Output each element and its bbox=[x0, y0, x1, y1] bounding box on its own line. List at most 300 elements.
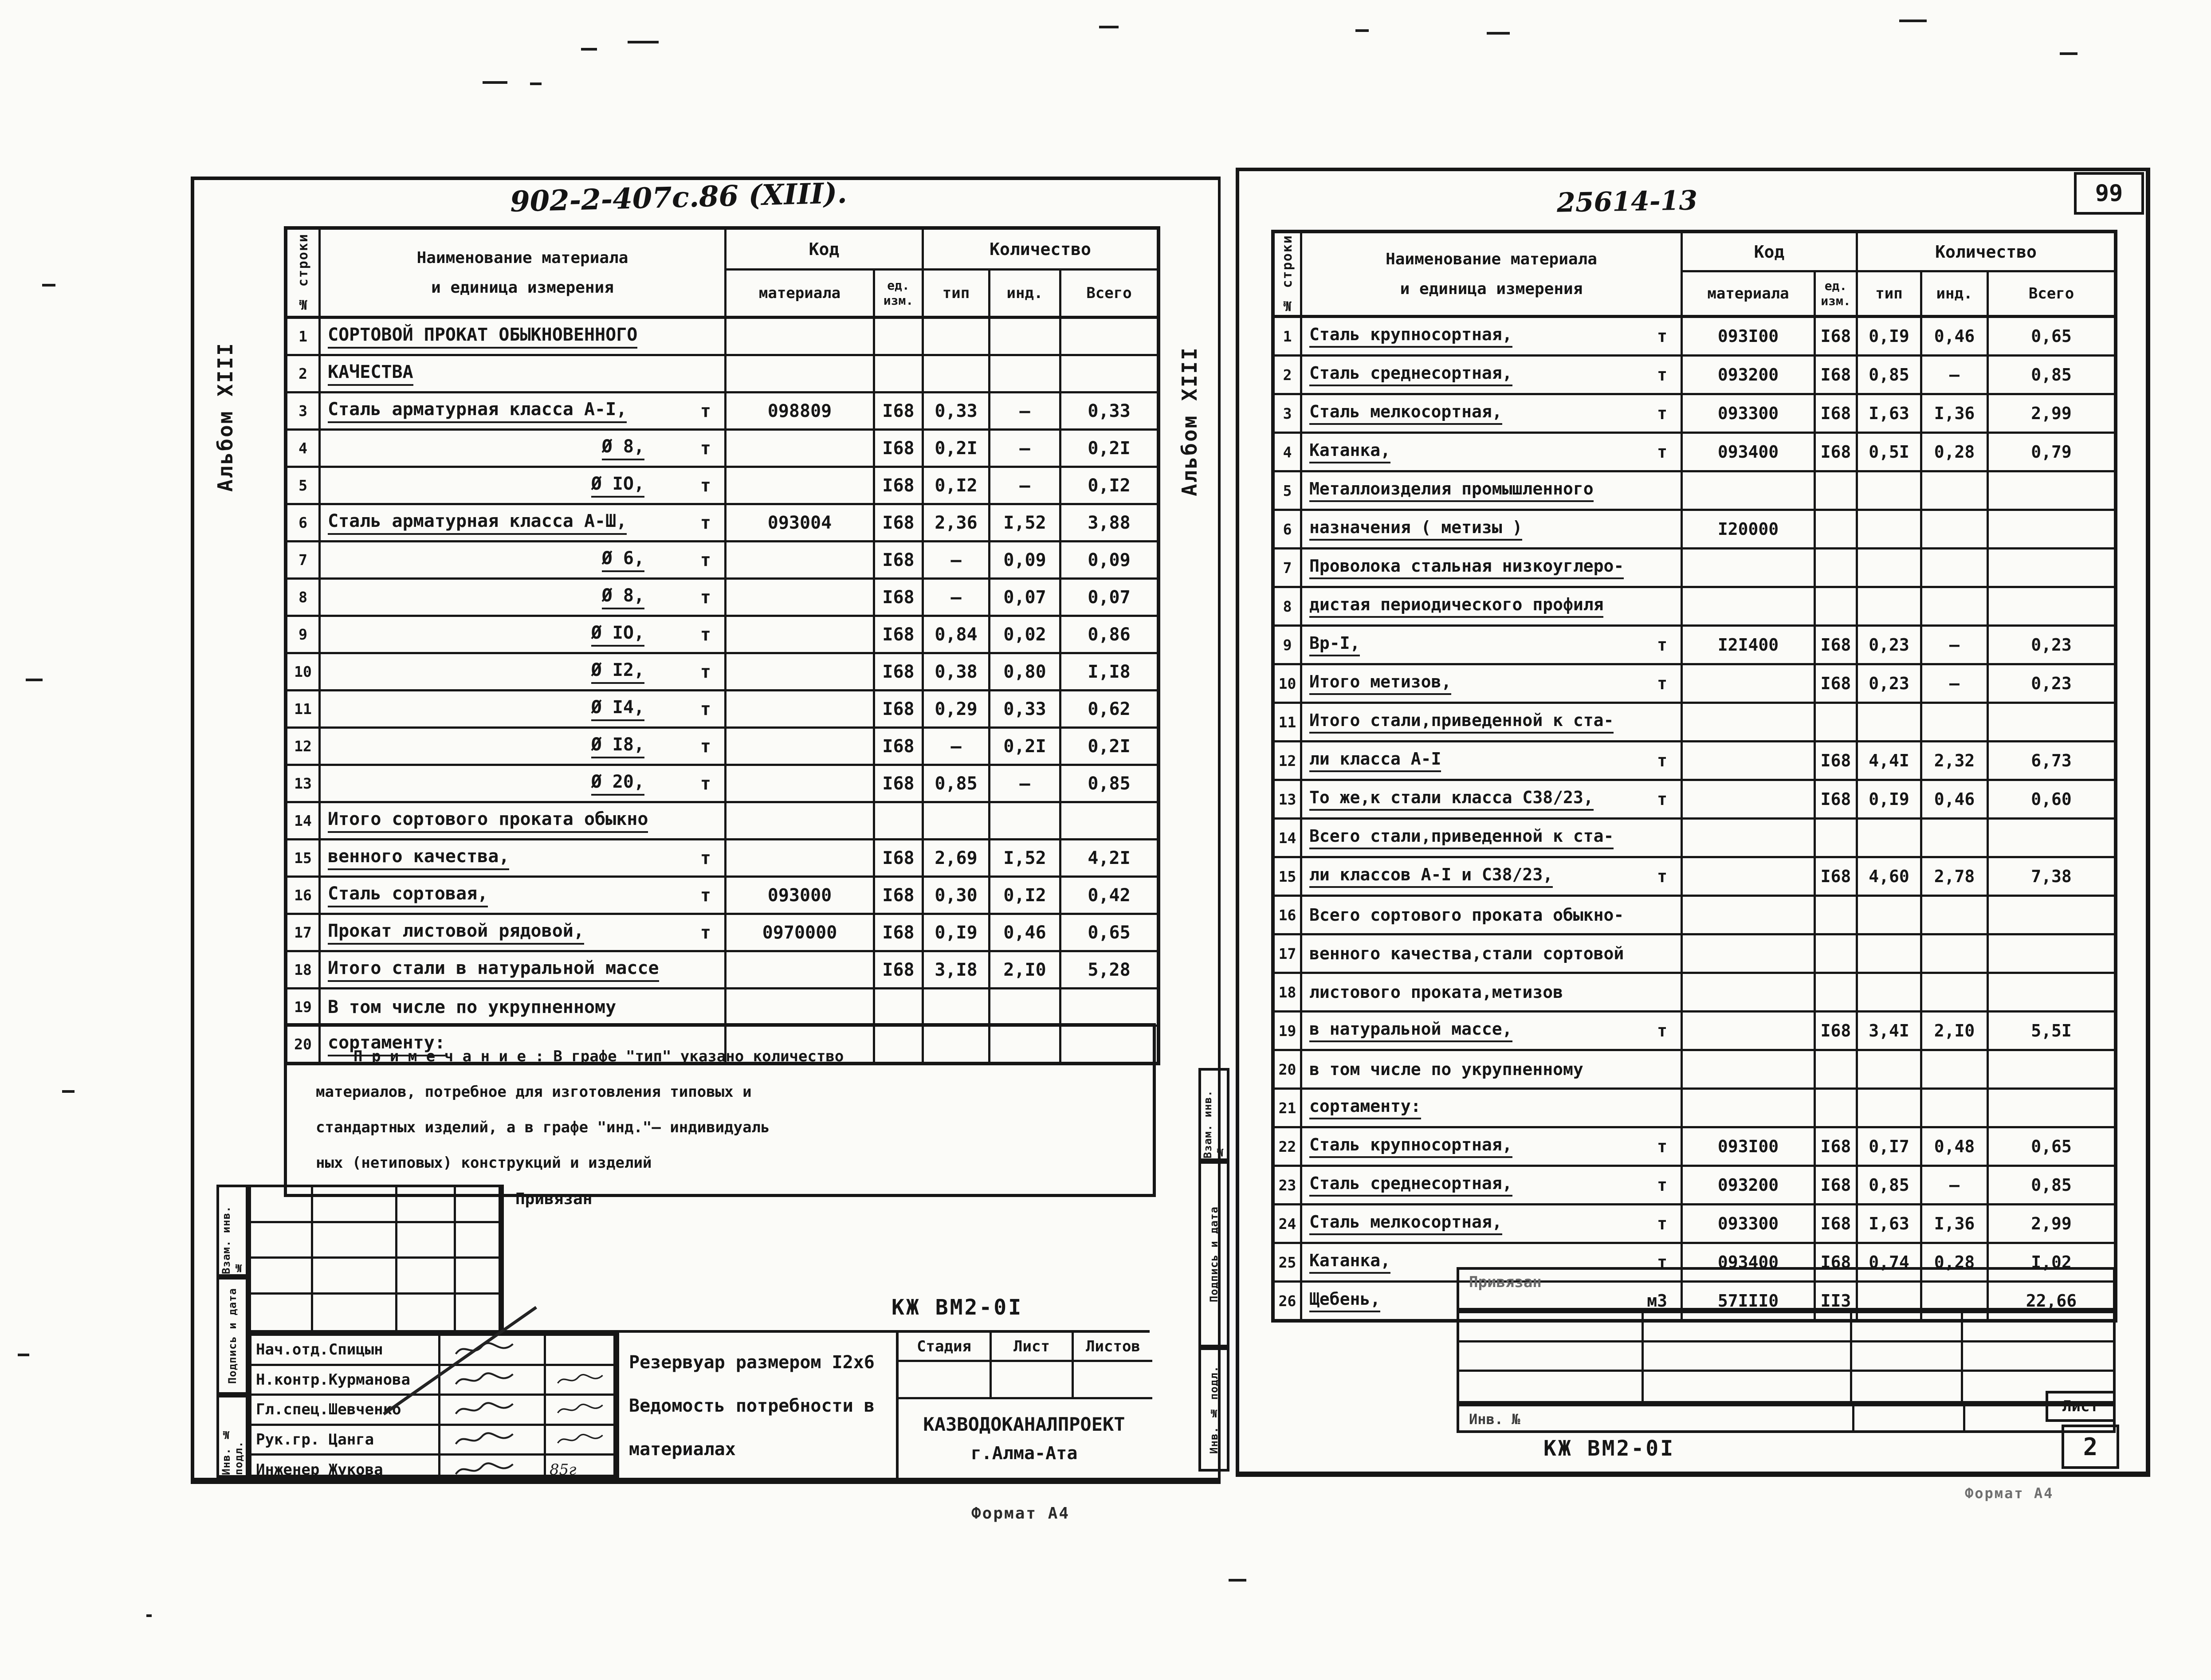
handwritten-document-number: 25614-13 bbox=[1556, 185, 1698, 219]
cell-qty-total: 22,66 bbox=[2026, 1291, 2077, 1311]
cell-material-code bbox=[1683, 897, 1816, 933]
unit-label: т bbox=[1657, 1175, 1667, 1195]
grid-cell bbox=[1852, 1313, 1963, 1342]
cell-qty-typical: 4,4I bbox=[1858, 742, 1922, 779]
unit-label: т bbox=[700, 922, 711, 943]
cell-material-code bbox=[1683, 588, 1816, 624]
sidebar-label: Инв. № подл. bbox=[1208, 1365, 1220, 1454]
revision-grid-right bbox=[1457, 1311, 2116, 1404]
cell-unit-code: I68 bbox=[1816, 781, 1858, 817]
revision-grid bbox=[248, 1185, 501, 1333]
cell-unit-code: I68 bbox=[1816, 742, 1858, 779]
cell-qty-individual bbox=[1922, 550, 1989, 586]
cell-qty-total: 0,65 bbox=[2031, 1137, 2072, 1156]
material-name-text: венного качества,стали сортовой bbox=[1309, 944, 1624, 963]
cell-unit-code bbox=[875, 319, 924, 354]
cell-qty-individual: 0,46 bbox=[990, 915, 1061, 950]
cell-material-code: I2I400 bbox=[1683, 627, 1816, 663]
cell-material-name bbox=[1302, 318, 1683, 354]
cell-qty-total: 4,2I bbox=[1088, 848, 1131, 868]
privyazan-label: Привязан bbox=[515, 1190, 593, 1208]
cell-material-code: 093I00 bbox=[1683, 318, 1816, 354]
table-row bbox=[1275, 704, 2114, 742]
cell-qty-total bbox=[1061, 989, 1157, 1024]
scan-noise bbox=[1899, 20, 1927, 22]
grid-cell bbox=[1963, 1313, 2113, 1342]
cell-unit-code bbox=[1816, 472, 1858, 509]
format-label-right: Формат А4 bbox=[1965, 1485, 2054, 1502]
table-row bbox=[1275, 395, 2114, 434]
unit-label: т bbox=[1657, 1021, 1667, 1040]
material-name-text: Металлоизделия промышленного bbox=[1309, 479, 1594, 502]
signature-cell bbox=[440, 1366, 546, 1394]
signature-scribble bbox=[447, 1400, 522, 1419]
unit-label: т bbox=[1657, 674, 1667, 693]
cell-qty-individual: 0,07 bbox=[990, 580, 1061, 615]
cell-qty-individual bbox=[1922, 935, 1989, 972]
cell-material-name bbox=[321, 654, 727, 689]
cell-qty-individual: 0,09 bbox=[990, 542, 1061, 577]
cell-material-name bbox=[321, 580, 727, 615]
cell-row-number: 12 bbox=[287, 729, 321, 764]
cell-material-code bbox=[1683, 781, 1816, 817]
cell-material-code bbox=[727, 617, 875, 652]
cell-qty-typical bbox=[1858, 588, 1922, 624]
material-name-text: Ø I8, bbox=[591, 734, 644, 758]
cell-unit-code: I68 bbox=[875, 729, 924, 764]
table-row bbox=[287, 393, 1157, 431]
material-name-text: Сталь среднесортная, bbox=[1309, 1174, 1512, 1197]
cell-qty-total: 3,88 bbox=[1088, 512, 1131, 533]
unit-label: т bbox=[1657, 1214, 1667, 1233]
signature-scribble bbox=[556, 1400, 605, 1419]
material-name-text: Всего стали,приведенной к ста- bbox=[1309, 826, 1614, 849]
material-name-text: Сталь крупносортная, bbox=[1309, 1135, 1512, 1158]
cell-qty-individual bbox=[1922, 897, 1989, 933]
sidebar-cell-2 bbox=[1198, 1161, 1229, 1347]
signature-date bbox=[546, 1396, 612, 1424]
cell-unit-code: I68 bbox=[1816, 1244, 1858, 1280]
cell-qty-total: 0,79 bbox=[2031, 442, 2072, 462]
table-row bbox=[1275, 472, 2114, 511]
cell-qty-typical: 0,23 bbox=[1858, 665, 1922, 702]
cell-qty-individual: 2,78 bbox=[1922, 858, 1989, 895]
cell-qty-total: 0,65 bbox=[2031, 326, 2072, 346]
cell-unit-code: I68 bbox=[875, 393, 924, 428]
material-name-text: Ø I4, bbox=[591, 697, 644, 721]
sidebar-label: Инв. № подл. bbox=[220, 1428, 245, 1475]
inventory-number-row bbox=[1457, 1404, 2116, 1433]
cell-qty-total bbox=[1989, 897, 2114, 933]
unit-label: т bbox=[1657, 365, 1667, 385]
cell-unit-code: I68 bbox=[875, 431, 924, 466]
material-name-text: Ø 20, bbox=[591, 772, 644, 796]
sheet-label: Лист bbox=[2062, 1397, 2099, 1415]
cell-qty-total: 0,85 bbox=[2031, 1175, 2072, 1195]
scan-noise bbox=[628, 41, 659, 43]
material-name-text: Итого сортового проката обыкно bbox=[328, 809, 648, 833]
cell-material-code bbox=[727, 803, 875, 838]
sidebar-label: Подпись и дата bbox=[1208, 1206, 1220, 1303]
material-name-text: сортаменту: bbox=[1309, 1096, 1421, 1119]
material-name-text: Всего сортового проката обыкно- bbox=[1309, 905, 1624, 925]
grid-cell bbox=[251, 1295, 313, 1331]
signature-row bbox=[251, 1456, 613, 1484]
cell-material-name bbox=[1302, 1051, 1683, 1087]
cell-qty-individual: I,52 bbox=[990, 505, 1061, 540]
cell-row-number: 18 bbox=[287, 952, 321, 987]
cell-row-number: 6 bbox=[287, 505, 321, 540]
cell-unit-code bbox=[1816, 935, 1858, 972]
cell-unit-code: I68 bbox=[875, 542, 924, 577]
stamp-stage-label: Стадия bbox=[899, 1333, 992, 1362]
table-row bbox=[287, 729, 1157, 766]
cell-unit-code bbox=[1816, 897, 1858, 933]
cell-unit-code bbox=[875, 803, 924, 838]
signature-role-name: Рук.гр. Цанга bbox=[251, 1426, 440, 1454]
cell-qty-individual: – bbox=[990, 431, 1061, 466]
table-row bbox=[1275, 665, 2114, 704]
grid-cell bbox=[1459, 1313, 1644, 1342]
cell-row-number: 4 bbox=[287, 431, 321, 466]
sidebar-cell-3 bbox=[216, 1395, 248, 1478]
cell-unit-code: I68 bbox=[1816, 858, 1858, 895]
table-row bbox=[287, 617, 1157, 654]
cell-qty-typical bbox=[1858, 974, 1922, 1010]
cell-material-code bbox=[727, 766, 875, 801]
cell-qty-typical bbox=[924, 803, 990, 838]
signature-scribble bbox=[447, 1370, 522, 1389]
cell-material-code: 093004 bbox=[727, 505, 875, 540]
material-name-header-line1: Наименование материала bbox=[1386, 250, 1597, 268]
cell-row-number: 11 bbox=[287, 691, 321, 726]
cell-qty-individual: – bbox=[990, 468, 1061, 503]
cell-unit-code bbox=[1816, 588, 1858, 624]
material-name-text: Ø 8, bbox=[602, 436, 644, 460]
cell-qty-typical: 3,4I bbox=[1858, 1013, 1922, 1049]
signature-row bbox=[251, 1336, 613, 1366]
cell-row-number: 20 bbox=[1275, 1051, 1302, 1087]
signature-scribble bbox=[556, 1370, 605, 1389]
cell-material-name bbox=[1302, 1090, 1683, 1126]
unit-label: т bbox=[1657, 789, 1667, 809]
cell-unit-code: I68 bbox=[1816, 665, 1858, 702]
cell-qty-typical bbox=[1858, 1051, 1922, 1087]
cell-material-name bbox=[1302, 1167, 1683, 1203]
cell-material-name bbox=[1302, 550, 1683, 586]
cell-qty-total bbox=[1061, 803, 1157, 838]
column-header-qty-typical: тип bbox=[924, 271, 990, 316]
cell-qty-total bbox=[1989, 511, 2114, 547]
column-header-code-group: Код bbox=[1683, 233, 1858, 272]
cell-qty-individual: 2,I0 bbox=[990, 952, 1061, 987]
cell-qty-typical: 0,29 bbox=[924, 691, 990, 726]
grid-cell bbox=[1963, 1342, 2113, 1372]
handwritten-series-reference: 902-2-407с.86 (XIII). bbox=[510, 177, 848, 219]
cell-qty-individual: – bbox=[990, 393, 1061, 428]
cell-row-number: 19 bbox=[287, 989, 321, 1024]
cell-unit-code: I68 bbox=[875, 766, 924, 801]
cell-row-number: 13 bbox=[1275, 781, 1302, 817]
column-header-qty-total: Всего bbox=[2028, 285, 2074, 302]
cell-qty-typical: 3,I8 bbox=[924, 952, 990, 987]
cell-qty-total: 0,07 bbox=[1088, 587, 1131, 608]
cell-qty-total: 6,73 bbox=[2031, 751, 2072, 770]
cell-row-number: 20 bbox=[287, 1027, 321, 1062]
column-header-qty-total: Всего bbox=[1086, 284, 1132, 302]
scan-noise bbox=[1487, 32, 1510, 35]
signature-scribble bbox=[447, 1430, 522, 1449]
material-name-text: Итого стали в натуральной массе bbox=[328, 958, 659, 982]
cell-material-name bbox=[1302, 897, 1683, 933]
note-line: П р и м е ч а н и е : В графе "тип" указано количество bbox=[353, 1048, 844, 1065]
cell-unit-code bbox=[1816, 1090, 1858, 1126]
cell-row-number: 8 bbox=[287, 580, 321, 615]
cell-material-code bbox=[1683, 974, 1816, 1010]
unit-label: т bbox=[700, 475, 711, 496]
cell-material-name bbox=[1302, 472, 1683, 509]
cell-qty-individual: 0,48 bbox=[1922, 1128, 1989, 1165]
cell-material-name bbox=[1302, 511, 1683, 547]
cell-material-code bbox=[1683, 742, 1816, 779]
cell-qty-typical: 0,2I bbox=[924, 431, 990, 466]
material-name-text: листового проката,метизов bbox=[1309, 982, 1563, 1002]
cell-qty-total: 0,62 bbox=[1088, 699, 1131, 719]
unit-label: т bbox=[1657, 1137, 1667, 1156]
cell-material-code bbox=[1683, 1090, 1816, 1126]
grid-cell bbox=[313, 1295, 397, 1331]
grid-cell bbox=[456, 1187, 499, 1223]
cell-material-name bbox=[1302, 974, 1683, 1010]
cell-unit-code bbox=[1816, 1051, 1858, 1087]
cell-row-number: 21 bbox=[1275, 1090, 1302, 1126]
grid-line bbox=[1963, 1406, 1965, 1430]
cell-material-name bbox=[321, 729, 727, 764]
grid-cell bbox=[456, 1223, 499, 1259]
cell-row-number: 10 bbox=[1275, 665, 1302, 702]
cell-material-code bbox=[727, 356, 875, 391]
material-name-text: То же,к стали класса С38/23, bbox=[1309, 788, 1594, 811]
cell-material-name bbox=[1302, 858, 1683, 895]
signature-scribble bbox=[556, 1430, 605, 1449]
cell-qty-total bbox=[1061, 319, 1157, 354]
stamp-sheets-label: Листов bbox=[1074, 1333, 1152, 1362]
album-label-right: Альбом XIII bbox=[1178, 346, 1202, 496]
cell-material-name bbox=[321, 356, 727, 391]
material-name-text: СОРТОВОЙ ПРОКАТ ОБЫКНОВЕННОГО bbox=[328, 325, 637, 349]
material-name-header-line1: Наименование материала bbox=[416, 249, 628, 267]
column-header-material-name bbox=[321, 230, 727, 316]
material-name-text: венного качества, bbox=[328, 846, 509, 870]
cell-qty-total bbox=[1989, 472, 2114, 509]
grid-cell bbox=[456, 1295, 499, 1331]
cell-qty-typical: – bbox=[924, 542, 990, 577]
cell-unit-code: I68 bbox=[1816, 1013, 1858, 1049]
cell-row-number: 3 bbox=[1275, 395, 1302, 432]
cell-material-code bbox=[727, 952, 875, 987]
column-header-material-name bbox=[1302, 233, 1683, 315]
sheet-label-cell bbox=[2046, 1391, 2116, 1422]
cell-material-code bbox=[1683, 550, 1816, 586]
cell-material-code bbox=[1683, 472, 1816, 509]
cell-qty-total: 0,85 bbox=[1088, 773, 1131, 794]
material-name-text: ли классов А-I и С38/23, bbox=[1309, 865, 1553, 888]
grid-cell bbox=[1644, 1313, 1852, 1342]
privyazan-cell-right bbox=[1457, 1267, 2116, 1311]
signature-role-name: Инженер Жукова bbox=[251, 1456, 440, 1484]
grid-cell bbox=[313, 1259, 397, 1295]
signature-role-name: Гл.спец.Шевченко bbox=[251, 1396, 440, 1424]
cell-qty-total bbox=[1061, 356, 1157, 391]
note-box bbox=[284, 1023, 1156, 1197]
cell-qty-total: 5,28 bbox=[1088, 959, 1131, 980]
document-code-right: КЖ ВМ2-0I bbox=[1543, 1436, 1675, 1461]
table-row bbox=[1275, 974, 2114, 1013]
table-row bbox=[287, 431, 1157, 468]
cell-material-code bbox=[727, 989, 875, 1024]
cell-row-number: 8 bbox=[1275, 588, 1302, 624]
cell-qty-total: 0,2I bbox=[1088, 736, 1131, 757]
cell-qty-typical: 0,I9 bbox=[924, 915, 990, 950]
scan-noise bbox=[26, 679, 43, 681]
cell-qty-total: 5,5I bbox=[2031, 1021, 2072, 1040]
table-row bbox=[1275, 1167, 2114, 1205]
cell-row-number: 4 bbox=[1275, 434, 1302, 470]
material-name-text: Щебень, bbox=[1309, 1289, 1380, 1312]
table-row bbox=[287, 654, 1157, 691]
cell-row-number: 15 bbox=[1275, 858, 1302, 895]
cell-qty-total bbox=[1989, 1051, 2114, 1087]
sidebar-label: Взам. инв. № bbox=[220, 1205, 245, 1274]
cell-qty-individual bbox=[1922, 820, 1989, 856]
material-name-text: КАЧЕСТВА bbox=[328, 362, 413, 386]
cell-qty-individual: – bbox=[1922, 1167, 1989, 1203]
cell-qty-typical: 0,84 bbox=[924, 617, 990, 652]
signature-role-name: Нач.отд.Спицын bbox=[251, 1336, 440, 1364]
signature-block bbox=[248, 1333, 617, 1478]
cell-qty-individual: 2,32 bbox=[1922, 742, 1989, 779]
note-line: стандартных изделий, а в графе "инд."— индивидуаль bbox=[316, 1119, 770, 1136]
cell-qty-total: I,02 bbox=[2031, 1252, 2072, 1272]
unit-label: т bbox=[700, 661, 711, 682]
cell-material-name bbox=[321, 878, 727, 913]
project-title-line: материалах bbox=[629, 1439, 736, 1460]
column-header-quantity-group: Количество bbox=[1858, 233, 2114, 272]
inventory-number-label: Инв. № bbox=[1469, 1411, 1520, 1428]
column-header-quantity-group: Количество bbox=[924, 230, 1157, 271]
cell-row-number: 9 bbox=[287, 617, 321, 652]
table-row bbox=[1275, 627, 2114, 665]
cell-material-code: 093200 bbox=[1683, 357, 1816, 393]
cell-qty-individual: 0,I2 bbox=[990, 878, 1061, 913]
cell-qty-total: 0,23 bbox=[2031, 674, 2072, 693]
cell-material-code bbox=[1683, 1051, 1816, 1087]
cell-qty-typical: 0,74 bbox=[1858, 1244, 1922, 1280]
sidebar-cell-3 bbox=[1198, 1347, 1229, 1472]
scan-noise bbox=[62, 1090, 75, 1093]
cell-unit-code: I68 bbox=[1816, 434, 1858, 470]
signature-scribble bbox=[447, 1460, 522, 1479]
signature-cell bbox=[440, 1336, 546, 1364]
cell-qty-typical: – bbox=[924, 729, 990, 764]
grid-cell bbox=[397, 1259, 456, 1295]
material-name-text: Катанка, bbox=[1309, 1251, 1390, 1274]
column-header-unit: ед. изм. bbox=[1816, 272, 1858, 315]
cell-material-code: 093300 bbox=[1683, 395, 1816, 432]
material-name-text: Сталь мелкосортная, bbox=[1309, 402, 1502, 425]
cell-qty-total: 0,60 bbox=[2031, 789, 2072, 809]
material-name-text: в том числе по укрупненному bbox=[1309, 1060, 1583, 1079]
unit-label: т bbox=[700, 773, 711, 794]
table-row bbox=[1275, 1051, 2114, 1090]
grid-cell bbox=[397, 1223, 456, 1259]
cell-qty-individual: 0,80 bbox=[990, 654, 1061, 689]
table-row bbox=[287, 468, 1157, 505]
cell-unit-code: II3 bbox=[1816, 1283, 1858, 1319]
cell-qty-total: 0,2I bbox=[1088, 438, 1131, 459]
cell-qty-typical: 0,33 bbox=[924, 393, 990, 428]
cell-row-number: 17 bbox=[287, 915, 321, 950]
cell-row-number: 16 bbox=[1275, 897, 1302, 933]
cell-qty-typical: 0,I2 bbox=[924, 468, 990, 503]
material-name-text: Сталь среднесортная, bbox=[1309, 363, 1512, 386]
unit-label: т bbox=[1657, 442, 1667, 462]
table-row bbox=[1275, 1128, 2114, 1167]
material-name-text: Сталь мелкосортная, bbox=[1309, 1212, 1502, 1235]
table-row bbox=[1275, 318, 2114, 357]
grid-cell bbox=[1852, 1372, 1963, 1401]
cell-material-code: 093400 bbox=[1683, 1244, 1816, 1280]
cell-qty-typical: 4,60 bbox=[1858, 858, 1922, 895]
cell-material-name bbox=[321, 803, 727, 838]
cell-row-number: 14 bbox=[287, 803, 321, 838]
cell-material-code: 093000 bbox=[727, 878, 875, 913]
material-name-text: ли класса А-I bbox=[1309, 749, 1441, 772]
cell-row-number: 2 bbox=[1275, 357, 1302, 393]
material-name-text: Сталь крупносортная, bbox=[1309, 325, 1512, 348]
stamp-empty-cell bbox=[1074, 1362, 1152, 1399]
cell-unit-code: I68 bbox=[1816, 357, 1858, 393]
table-row bbox=[1275, 550, 2114, 588]
cell-material-name bbox=[1302, 935, 1683, 972]
grid-cell bbox=[313, 1223, 397, 1259]
sidebar-label: Взам. инв. № bbox=[1202, 1090, 1226, 1158]
scan-noise bbox=[1229, 1579, 1246, 1582]
table-row bbox=[287, 356, 1157, 393]
cell-qty-typical: 0,85 bbox=[1858, 357, 1922, 393]
cell-row-number: 26 bbox=[1275, 1283, 1302, 1319]
cell-qty-typical: 0,85 bbox=[924, 766, 990, 801]
cell-unit-code bbox=[1816, 550, 1858, 586]
cell-material-code bbox=[727, 729, 875, 764]
table-header bbox=[287, 230, 1157, 319]
cell-material-name bbox=[1302, 588, 1683, 624]
cell-qty-typical: – bbox=[924, 580, 990, 615]
cell-row-number: 22 bbox=[1275, 1128, 1302, 1165]
unit-label: т bbox=[700, 736, 711, 757]
column-header-qty-typical: тип bbox=[1858, 272, 1922, 315]
cell-unit-code: I68 bbox=[875, 878, 924, 913]
cell-material-code: 093300 bbox=[1683, 1205, 1816, 1242]
cell-unit-code: I68 bbox=[875, 580, 924, 615]
cell-unit-code: I68 bbox=[875, 691, 924, 726]
grid-cell bbox=[1852, 1342, 1963, 1372]
cell-material-name bbox=[321, 468, 727, 503]
column-header-qty-individual: инд. bbox=[990, 271, 1061, 316]
table-row bbox=[287, 542, 1157, 580]
cell-material-name bbox=[1302, 665, 1683, 702]
table-row bbox=[1275, 858, 2114, 897]
